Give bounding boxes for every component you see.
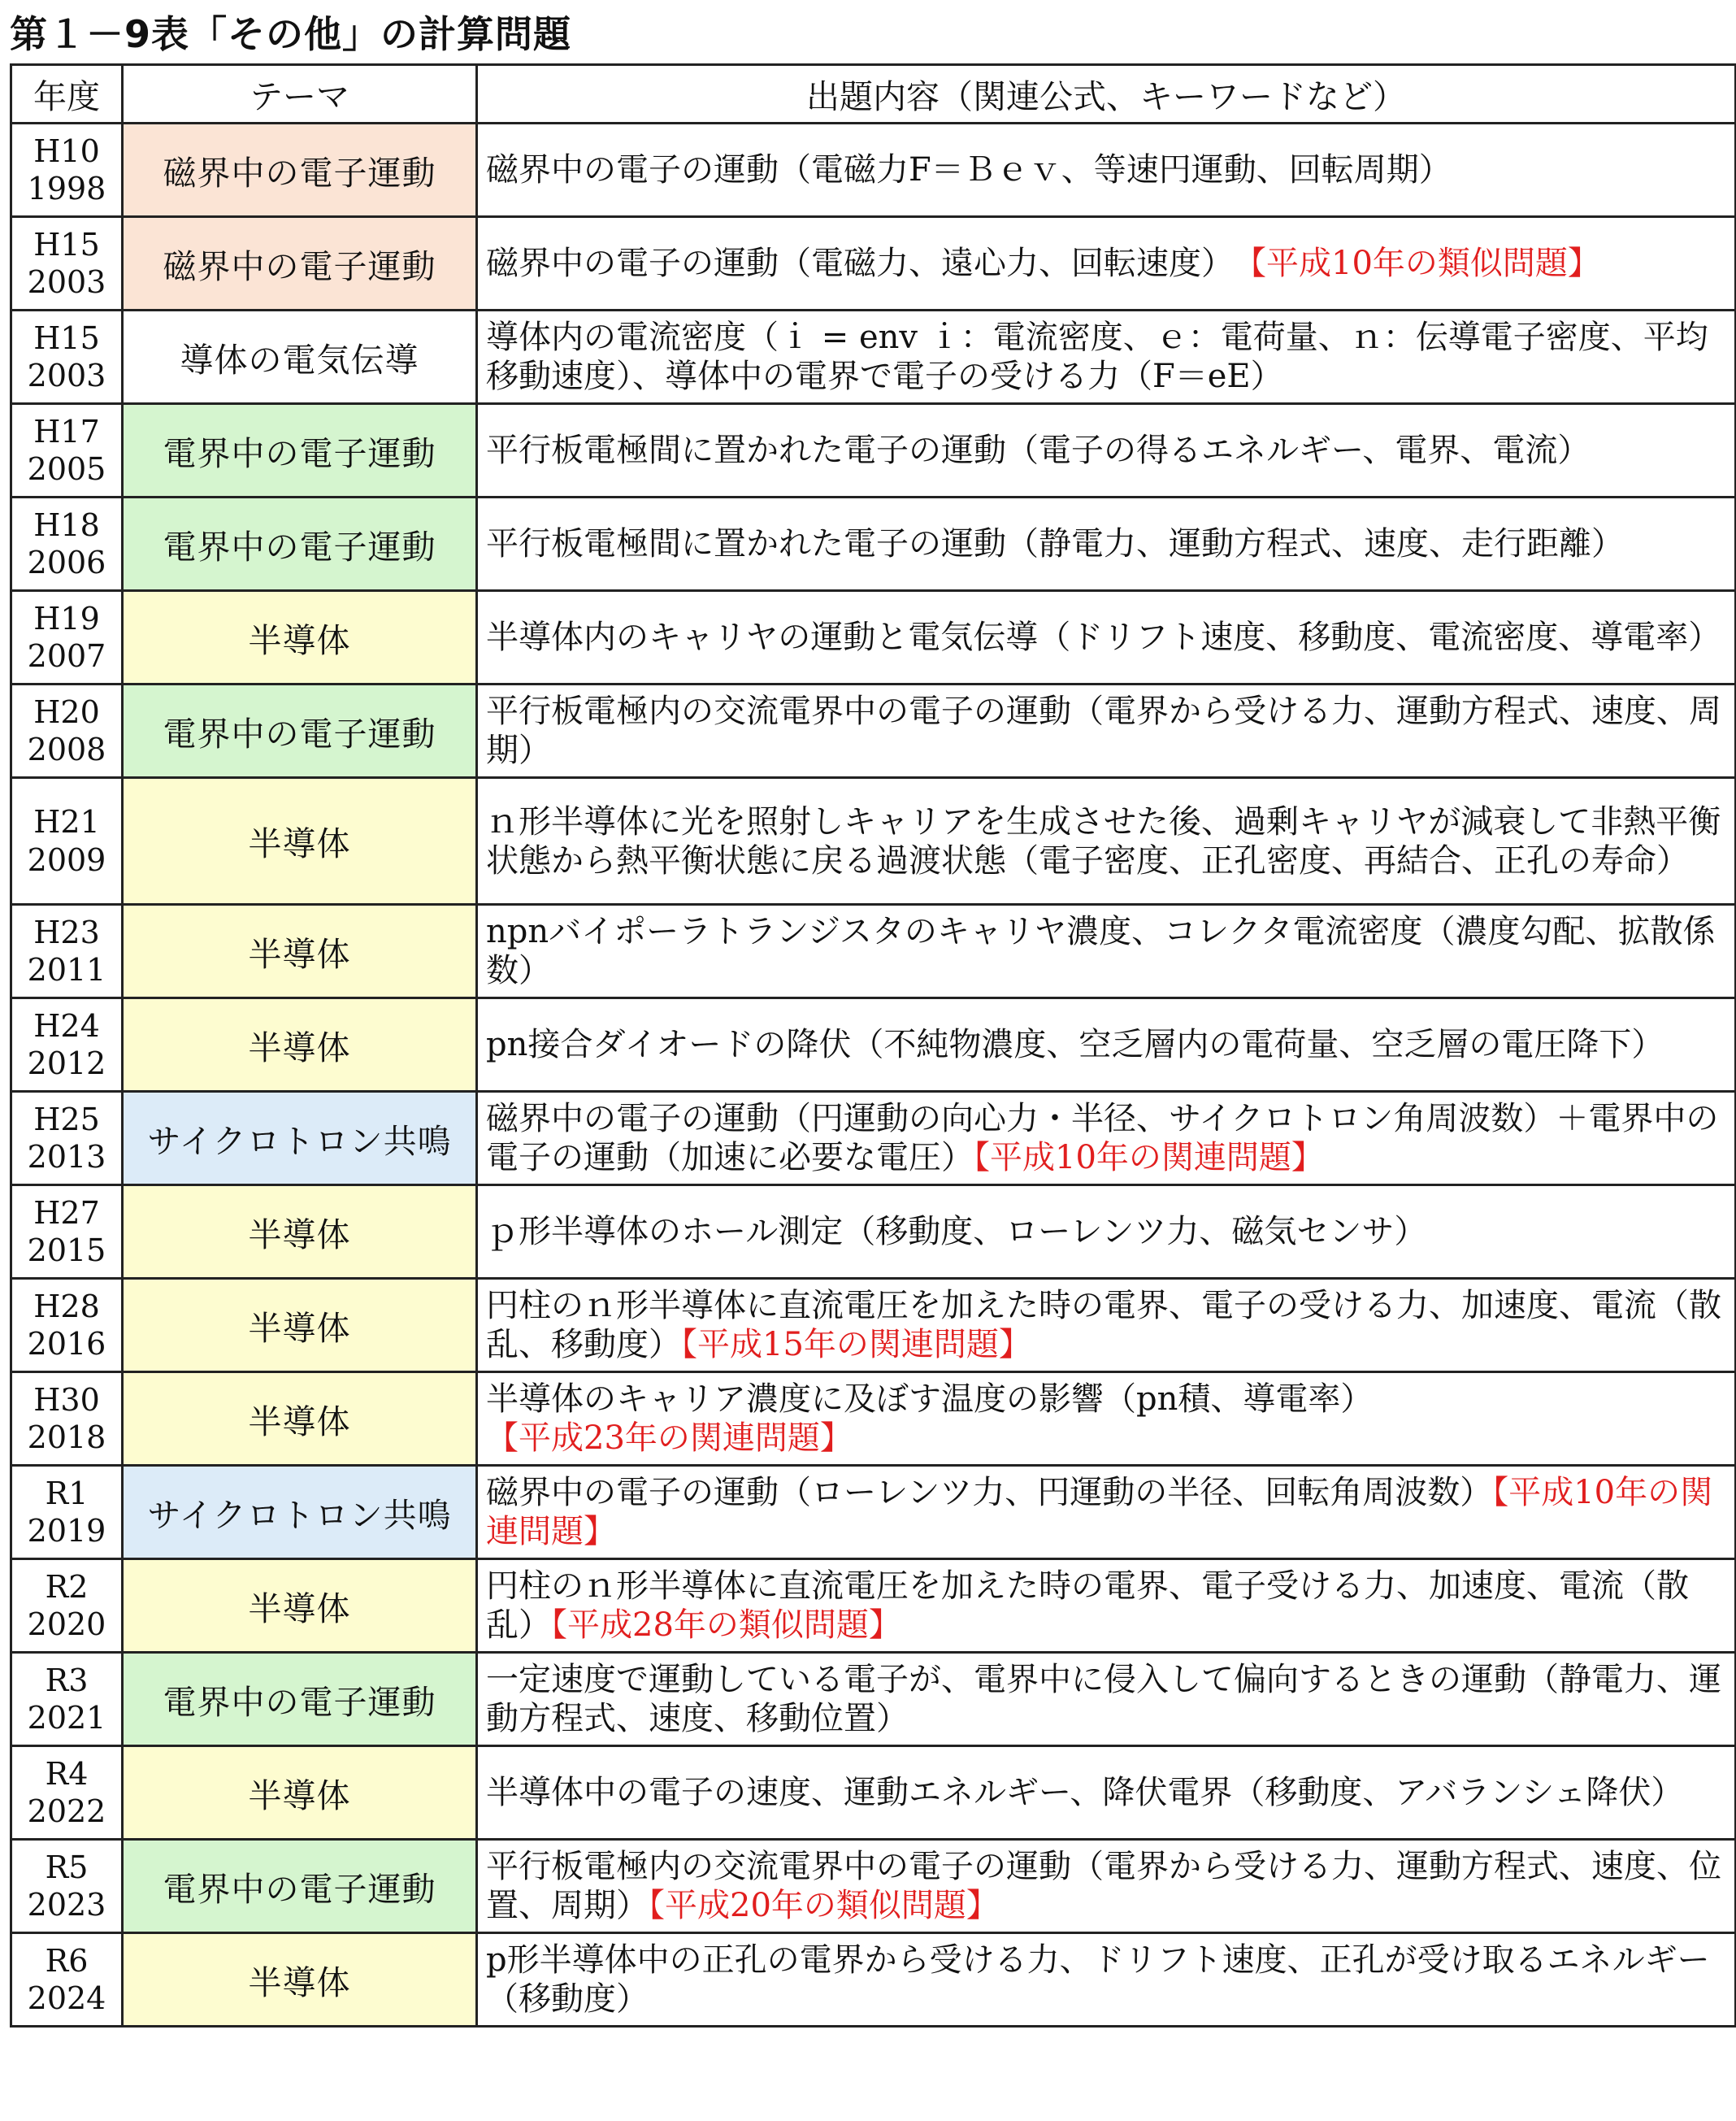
table-row [11, 1559, 1736, 1653]
year-label: 2008 [27, 732, 106, 767]
header-content: 出題内容（関連公式、キーワードなど） [477, 65, 1736, 124]
content-text: 平行板電極内の交流電界中の電子の運動（電界から受ける力、運動方程式、速度、周期） [486, 693, 1721, 769]
year-cell [11, 1933, 123, 2027]
content-text: ｐ形半導体のホール測定（移動度、ローレンツ力、磁気センサ） [486, 1213, 1427, 1250]
era-label: H10 [33, 133, 100, 169]
year-cell [11, 498, 123, 591]
year-cell [11, 591, 123, 685]
year-cell [11, 998, 123, 1092]
year-label: 2006 [27, 545, 106, 580]
table-header-row [11, 65, 1736, 124]
related-note: 【平成28年の類似問題】 [551, 1606, 901, 1644]
table-row [11, 778, 1736, 905]
year-label: 2023 [27, 1887, 106, 1923]
content-cell [477, 498, 1736, 591]
year-cell [11, 1279, 123, 1372]
era-label: H17 [33, 413, 100, 450]
year-label: 2013 [27, 1139, 106, 1175]
year-label: 2011 [27, 952, 106, 988]
year-cell [11, 1185, 123, 1279]
theme-cell: 電界中の電子運動 [123, 404, 477, 498]
era-label: H24 [33, 1007, 100, 1044]
table-row [11, 217, 1736, 311]
theme-cell: 半導体 [123, 1185, 477, 1279]
theme-cell: 電界中の電子運動 [123, 685, 477, 778]
year-cell [11, 1653, 123, 1746]
table-row [11, 1746, 1736, 1840]
table-row [11, 1372, 1736, 1466]
year-label: 2020 [27, 1606, 106, 1642]
year-label: 2021 [27, 1700, 106, 1736]
content-text: 半導体のキャリア濃度に及ぼす温度の影響（pn積、導電率） [486, 1380, 1390, 1418]
content-text: 導体内の電流密度（ｉ = env ｉ：電流密度、ｅ：電荷量、ｎ：伝導電子密度、平均移動速度）、導体中の電界で電子の受ける力（F＝eE） [486, 319, 1708, 395]
content-text: 一定速度で運動している電子が、電界中に侵入して偏向するときの運動（静電力、運動方程式、速度、移動位置） [486, 1661, 1721, 1737]
theme-cell: 半導体 [123, 1559, 477, 1653]
year-cell [11, 311, 123, 404]
theme-cell: 半導体 [123, 778, 477, 905]
era-label: R3 [45, 1662, 89, 1698]
theme-cell: 導体の電気伝導 [123, 311, 477, 404]
table-row [11, 404, 1736, 498]
content-text: 平行板電極間に置かれた電子の運動（静電力、運動方程式、速度、走行距離） [486, 525, 1624, 563]
year-cell [11, 685, 123, 778]
era-label: R5 [45, 1849, 89, 1885]
table-row [11, 1092, 1736, 1185]
table-row [11, 1279, 1736, 1372]
table-row [11, 1933, 1736, 2027]
content-cell [477, 404, 1736, 498]
content-text: 磁界中の電子の運動（電磁力、遠心力、回転速度） [486, 245, 1250, 282]
content-cell [477, 311, 1736, 404]
table-row [11, 498, 1736, 591]
exam-problems-table [10, 63, 1736, 2028]
theme-cell: 電界中の電子運動 [123, 1840, 477, 1933]
era-label: H19 [33, 600, 100, 637]
theme-cell: サイクロトロン共鳴 [123, 1092, 477, 1185]
content-cell [477, 217, 1736, 311]
era-label: R4 [45, 1755, 89, 1792]
content-text: 半導体内のキャリヤの運動と電気伝導（ドリフト速度、移動度、電流密度、導電率） [486, 619, 1721, 656]
table-row [11, 124, 1736, 217]
content-cell [477, 124, 1736, 217]
year-cell [11, 124, 123, 217]
content-text: ｎ形半導体に光を照射しキャリアを生成させた後、過剰キャリヤが減衰して非熱平衡状態から熱平衡状態に戻る過渡状態（電子密度、正孔密度、再結合、正孔の寿命） [486, 802, 1721, 880]
content-cell [477, 1933, 1736, 2027]
era-label: H25 [33, 1101, 100, 1137]
theme-cell: 半導体 [123, 1372, 477, 1466]
era-label: H15 [33, 226, 100, 263]
table-row [11, 1653, 1736, 1746]
related-note: 【平成10年の関連問題】 [974, 1139, 1324, 1176]
theme-cell: 磁界中の電子運動 [123, 124, 477, 217]
year-label: 2015 [27, 1232, 106, 1268]
content-cell [477, 1840, 1736, 1933]
year-cell [11, 217, 123, 311]
content-text: 磁界中の電子の運動（円運動の向心力・半径、サイクロトロン角周波数）＋電界中の電子の運動（加速に必要な電圧） [486, 1100, 1719, 1176]
era-label: H18 [33, 506, 100, 543]
header-theme: テーマ [123, 65, 477, 124]
theme-cell: 半導体 [123, 1933, 477, 2027]
year-cell [11, 404, 123, 498]
year-cell [11, 1559, 123, 1653]
page-title: 第１－9表「その他」の計算問題 [10, 12, 572, 56]
content-cell [477, 1279, 1736, 1372]
year-label: 2016 [27, 1326, 106, 1362]
content-cell [477, 998, 1736, 1092]
related-note: 【平成23年の関連問題】 [486, 1419, 853, 1457]
content-cell [477, 778, 1736, 905]
content-text: p形半導体中の正孔の電界から受ける力、ドリフト速度、正孔が受け取るエネルギー（移動度） [486, 1941, 1710, 2018]
table-row [11, 591, 1736, 685]
content-cell [477, 591, 1736, 685]
year-label: 2012 [27, 1045, 106, 1081]
theme-cell: 半導体 [123, 998, 477, 1092]
year-label: 1998 [27, 171, 106, 206]
content-cell [477, 1746, 1736, 1840]
theme-cell: 半導体 [123, 1746, 477, 1840]
theme-cell: 磁界中の電子運動 [123, 217, 477, 311]
content-cell [477, 1185, 1736, 1279]
era-label: H23 [33, 914, 100, 950]
table-row [11, 1466, 1736, 1559]
era-label: H28 [33, 1288, 100, 1324]
year-label: 2022 [27, 1793, 106, 1829]
year-cell [11, 1372, 123, 1466]
year-label: 2024 [27, 1980, 106, 2016]
era-label: H21 [33, 804, 100, 841]
related-note: 【平成20年の類似問題】 [649, 1887, 999, 1924]
related-note: 【平成15年の関連問題】 [681, 1326, 1031, 1363]
year-cell [11, 1840, 123, 1933]
theme-cell: 半導体 [123, 591, 477, 685]
table-row [11, 685, 1736, 778]
content-cell [477, 1653, 1736, 1746]
year-label: 2009 [27, 841, 106, 878]
table-row [11, 1185, 1736, 1279]
year-label: 2019 [27, 1513, 106, 1549]
year-cell [11, 1092, 123, 1185]
content-text: 円柱のｎ形半導体に直流電圧を加えた時の電界、電子受ける力、加速度、電流（散乱） [486, 1567, 1689, 1644]
era-label: H15 [33, 319, 100, 356]
era-label: H27 [33, 1194, 100, 1231]
year-cell [11, 905, 123, 998]
content-cell [477, 1559, 1736, 1653]
content-text: 円柱のｎ形半導体に直流電圧を加えた時の電界、電子の受ける力、加速度、電流（散乱、移動度） [486, 1287, 1721, 1363]
header-year: 年度 [11, 65, 123, 124]
year-label: 2007 [27, 638, 106, 674]
table-row [11, 1840, 1736, 1933]
content-text: 半導体中の電子の速度、運動エネルギー、降伏電界（移動度、アバランシェ降伏） [486, 1774, 1684, 1811]
content-cell [477, 1372, 1736, 1466]
era-label: H30 [33, 1381, 100, 1418]
era-label: R2 [45, 1568, 89, 1605]
content-text: 平行板電極内の交流電界中の電子の運動（電界から受ける力、運動方程式、速度、位置、周期） [486, 1848, 1721, 1924]
content-cell [477, 1466, 1736, 1559]
theme-cell: 電界中の電子運動 [123, 498, 477, 591]
content-text: 磁界中の電子の運動（ローレンツ力、円運動の半径、回転角周波数） [486, 1474, 1493, 1511]
era-label: H20 [33, 693, 100, 730]
content-text: 磁界中の電子の運動（電磁力F＝Ｂｅｖ、等速円運動、回転周期） [486, 151, 1452, 189]
content-text: npnバイポーラトランジスタのキャリヤ濃度、コレクタ電流密度（濃度勾配、拡散係数） [486, 913, 1716, 989]
theme-cell: 電界中の電子運動 [123, 1653, 477, 1746]
theme-cell: 半導体 [123, 905, 477, 998]
content-text: pn接合ダイオードの降伏（不純物濃度、空乏層内の電荷量、空乏層の電圧降下） [486, 1026, 1664, 1063]
year-label: 2003 [27, 264, 106, 300]
related-note: 【平成10年の類似問題】 [1250, 245, 1600, 282]
year-cell [11, 1466, 123, 1559]
related-note: 【平成10年の関連問題】 [486, 1474, 1713, 1550]
year-label: 2003 [27, 358, 106, 393]
year-label: 2018 [27, 1419, 106, 1455]
content-cell [477, 905, 1736, 998]
content-text: 平行板電極間に置かれた電子の運動（電子の得るエネルギー、電界、電流） [486, 432, 1591, 469]
year-cell [11, 778, 123, 905]
era-label: R6 [45, 1942, 89, 1979]
year-cell [11, 1746, 123, 1840]
table-row [11, 311, 1736, 404]
table-row [11, 998, 1736, 1092]
table-row [11, 905, 1736, 998]
year-label: 2005 [27, 451, 106, 487]
content-cell [477, 1092, 1736, 1185]
theme-cell: サイクロトロン共鳴 [123, 1466, 477, 1559]
theme-cell: 半導体 [123, 1279, 477, 1372]
era-label: R1 [45, 1475, 89, 1511]
content-cell [477, 685, 1736, 778]
